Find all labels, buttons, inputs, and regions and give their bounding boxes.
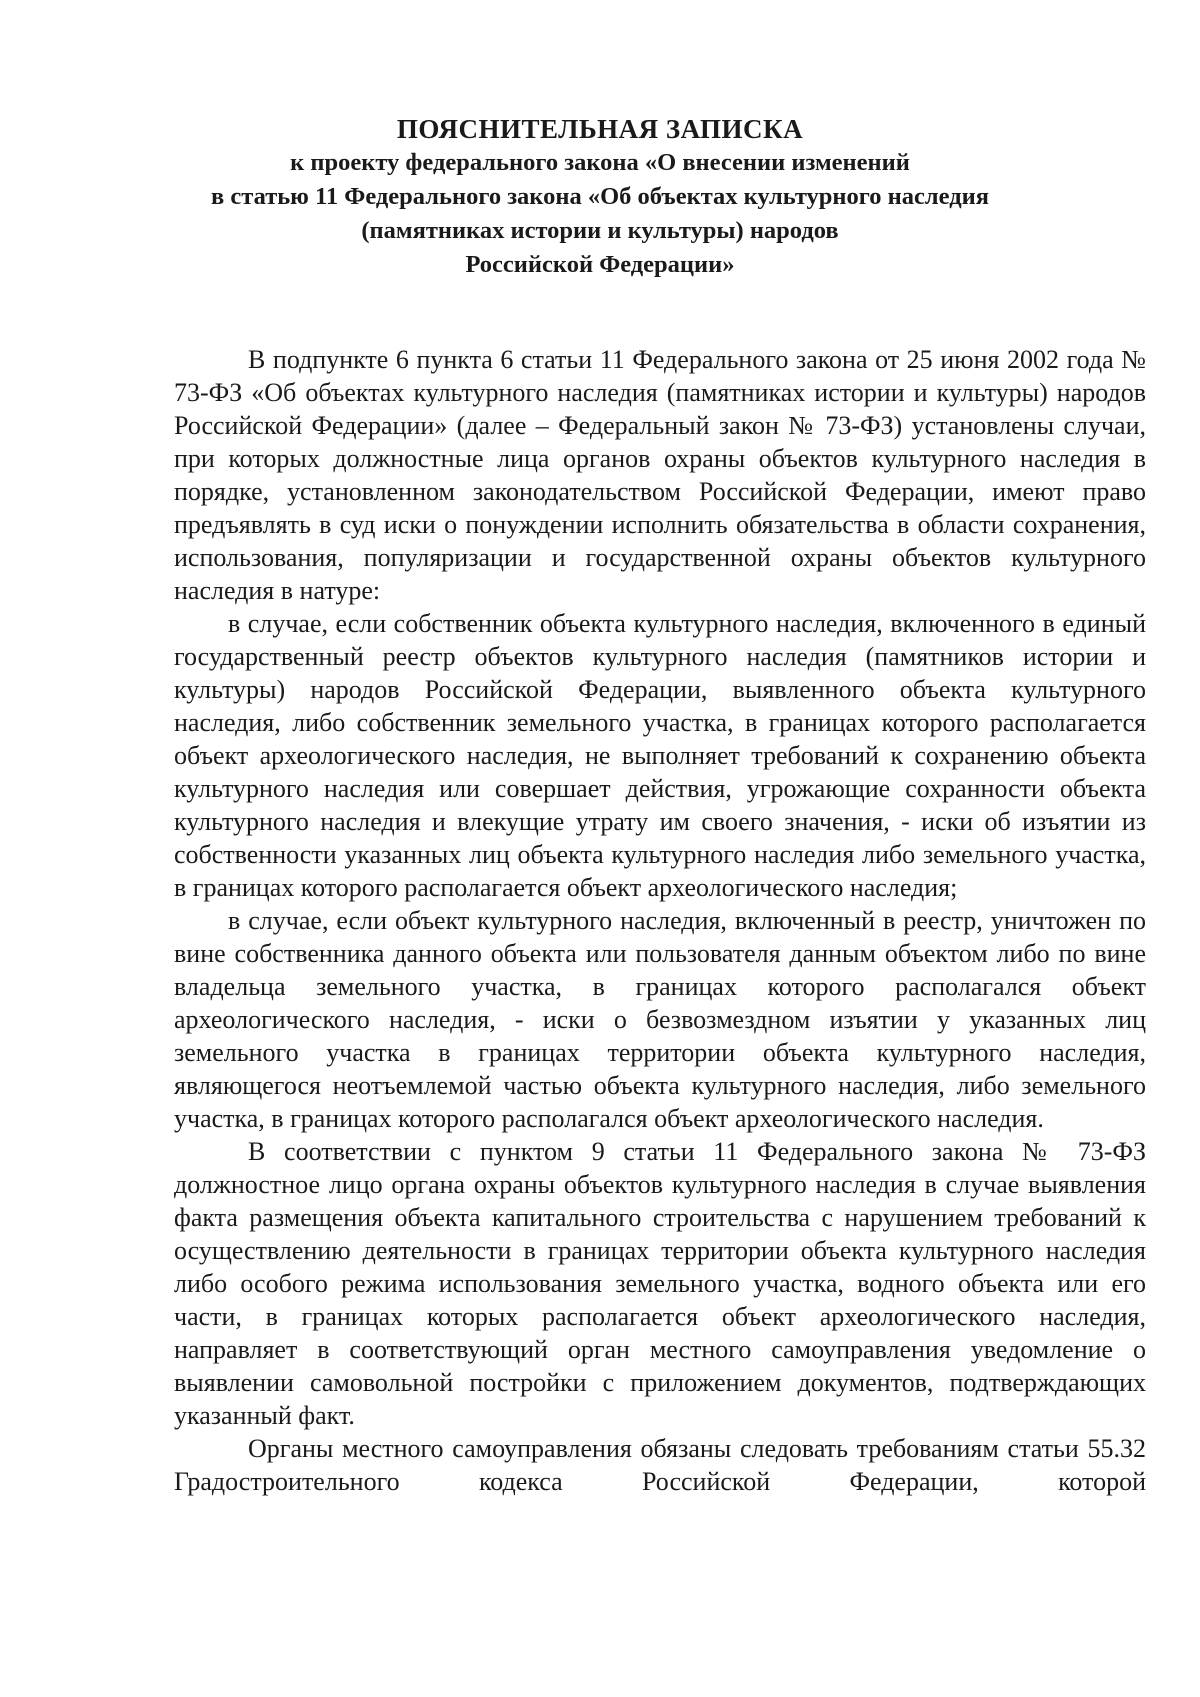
body-paragraph: в случае, если собственник объекта культурного наследия, включенного в единый государственный реестр объектов культурного наследия (памятников истории и культуры) народов Российской Федерации, выявленного объекта культурного наследия, либо собственник земельного участка, в границах которого располагается объект археологического наследия, не выполняет требований к сохранению объекта культурного наследия или совершает действия, угрожающие сохранности объекта культурного наследия и влекущие утрату им своего значения, - иски об изъятии из собственности указанных лиц объекта культурного наследия либо земельного участка, в границах которого располагается объект археологического наследия; [174, 609, 1146, 902]
document-subtitle-line: к проекту федерального закона «О внесении изменений [290, 149, 910, 176]
document-title: ПОЯСНИТЕЛЬНАЯ ЗАПИСКА [396, 114, 804, 144]
document-header [150, 112, 1050, 282]
body-paragraph: Органы местного самоуправления обязаны следовать требованиям статьи 55.32 Градостроительного кодекса Российской Федерации, которой [174, 1434, 1146, 1496]
body-paragraph: В соответствии с пунктом 9 статьи 11 Федерального закона № 73-ФЗ должностное лицо органа охраны объектов культурного наследия в случае выявления факта размещения объекта капитального строительства с нарушением требований к осуществлению деятельности в границах территории объекта культурного наследия либо особого режима использования земельного участка, водного объекта или его части, в границах которых располагается объект археологического наследия, направляет в соответствующий орган местного самоуправления уведомление о выявлении самовольной постройки с приложением документов, подтверждающих указанный факт. [174, 1137, 1146, 1430]
document-subtitle-line: (памятниках истории и культуры) народов [361, 217, 839, 244]
document-subtitle-line: Российской Федерации» [465, 251, 735, 278]
document-subtitle-line: в статью 11 Федерального закона «Об объектах культурного наследия [211, 183, 989, 210]
body-paragraph: в случае, если объект культурного наследия, включенный в реестр, уничтожен по вине собственника данного объекта или пользователя данным объектом либо по вине владельца земельного участка, в границах которого располагался объект археологического наследия, - иски о безвозмездном изъятии у указанных лиц земельного участка в границах территории объекта культурного наследия, являющегося неотъемлемой частью объекта культурного наследия, либо земельного участка, в границах которого располагался объект археологического наследия. [174, 906, 1146, 1133]
document-body [174, 343, 1146, 1498]
body-paragraph: В подпункте 6 пункта 6 статьи 11 Федерального закона от 25 июня 2002 года № 73-ФЗ «Об объектах культурного наследия (памятниках истории и культуры) народов Российской Федерации» (далее – Федеральный закон № 73-ФЗ) установлены случаи, при которых должностные лица органов охраны объектов культурного наследия в порядке, установленном законодательством Российской Федерации, имеют право предъявлять в суд иски о понуждении исполнить обязательства в области сохранения, использования, популяризации и государственной охраны объектов культурного наследия в натуре: [174, 345, 1146, 605]
